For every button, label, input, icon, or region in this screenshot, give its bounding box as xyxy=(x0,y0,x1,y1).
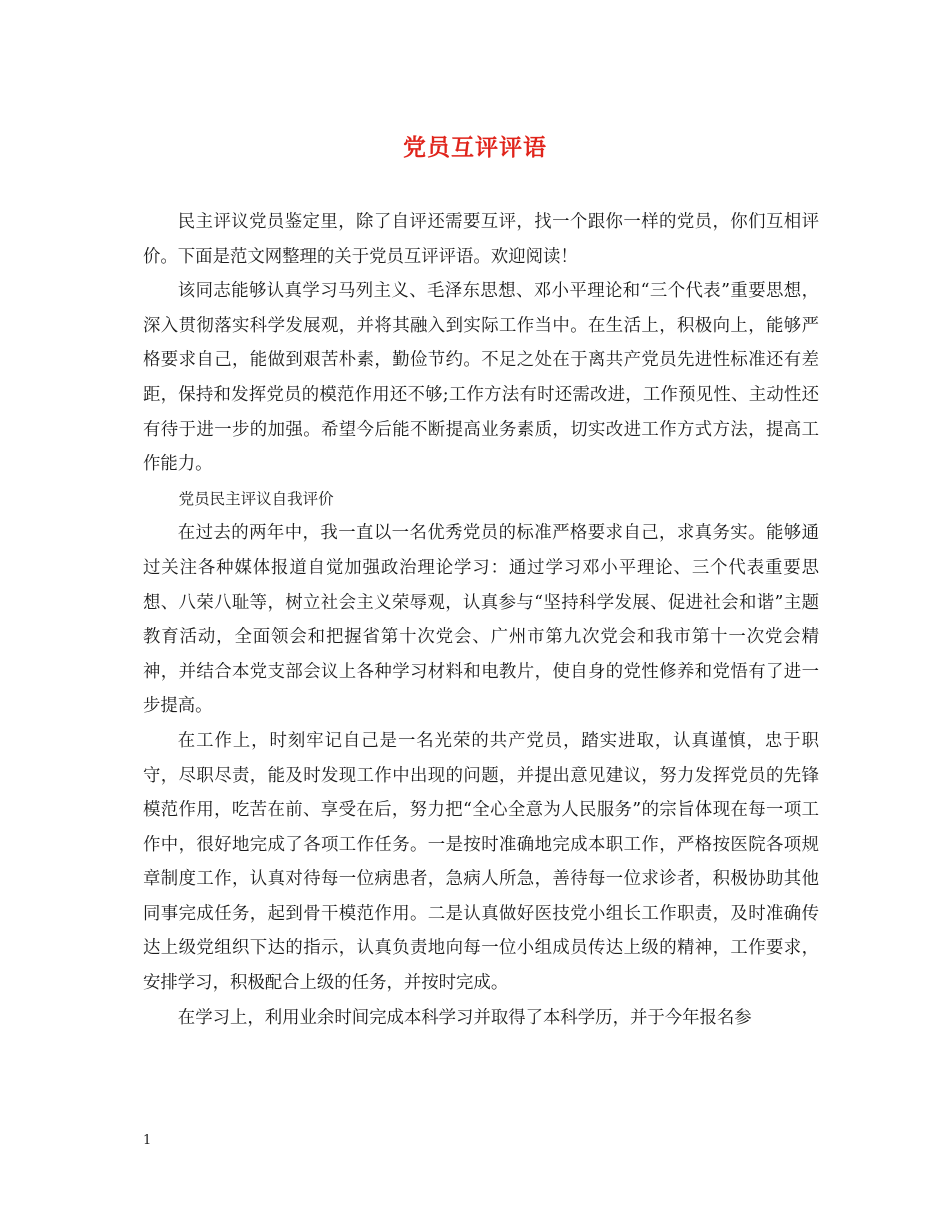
peer-review-paragraph: 该同志能够认真学习马列主义、毛泽东思想、邓小平理论和“三个代表”重要思想，深入贯彻落实科学发展观，并将其融入到实际工作当中。在生活上，积极向上，能够严格要求自己，能做到艰苦朴素，勤俭节约。不足之处在于离共产党员先进性标准还有差距，保持和发挥党员的模范作用还不够;工作方法有时还需改进，工作预见性、主动性还有待于进一步的加强。希望今后能不断提高业务素质，切实改进工作方式方法，提高工作能力。 xyxy=(143,281,819,475)
intro-paragraph: 民主评议党员鉴定里，除了自评还需要互评，找一个跟你一样的党员，你们互相评价。下面是范文网整理的关于党员互评评语。欢迎阅读！ xyxy=(143,212,819,267)
self-review-paragraph: 在过去的两年中，我一直以一名优秀党员的标准严格要求自己，求真务实。能够通过关注各种媒体报道自觉加强政治理论学习：通过学习邓小平理论、三个代表重要思想、八荣八耻等，树立社会主义荣辱观，认真参与“坚持科学发展、促进社会和谐”主题教育活动，全面领会和把握省第十次党会、广州市第九次党会和我市第十一次党会精神，并结合本党支部会议上各种学习材料和电教片，使自身的党性修养和党悟有了进一步提高。 xyxy=(143,523,819,717)
document-body xyxy=(143,205,819,1035)
study-paragraph: 在学习上，利用业余时间完成本科学习并取得了本科学历，并于今年报名参 xyxy=(177,1007,752,1028)
section-heading: 党员民主评议自我评价 xyxy=(178,489,334,508)
page-title: 党员互评评语 xyxy=(403,134,547,161)
work-paragraph: 在工作上，时刻牢记自己是一名光荣的共产党员，踏实进取，认真谨慎，忠于职守，尽职尽责，能及时发现工作中出现的问题，并提出意见建议，努力发挥党员的先锋模范作用，吃苦在前、享受在后，努力把“全心全意为人民服务”的宗旨体现在每一项工作中，很好地完成了各项工作任务。一是按时准确地完成本职工作，严格按医院各项规章制度工作，认真对待每一位病患者，急病人所急，善待每一位求诊者，积极协助其他同事完成任务，起到骨干模范作用。二是认真做好医技党小组长工作职责，及时准确传达上级党组织下达的指示，认真负责地向每一位小组成员传达上级的精神，工作要求，安排学习，积极配合上级的任务，并按时完成。 xyxy=(143,730,819,994)
page-number: 1 xyxy=(143,1133,152,1148)
